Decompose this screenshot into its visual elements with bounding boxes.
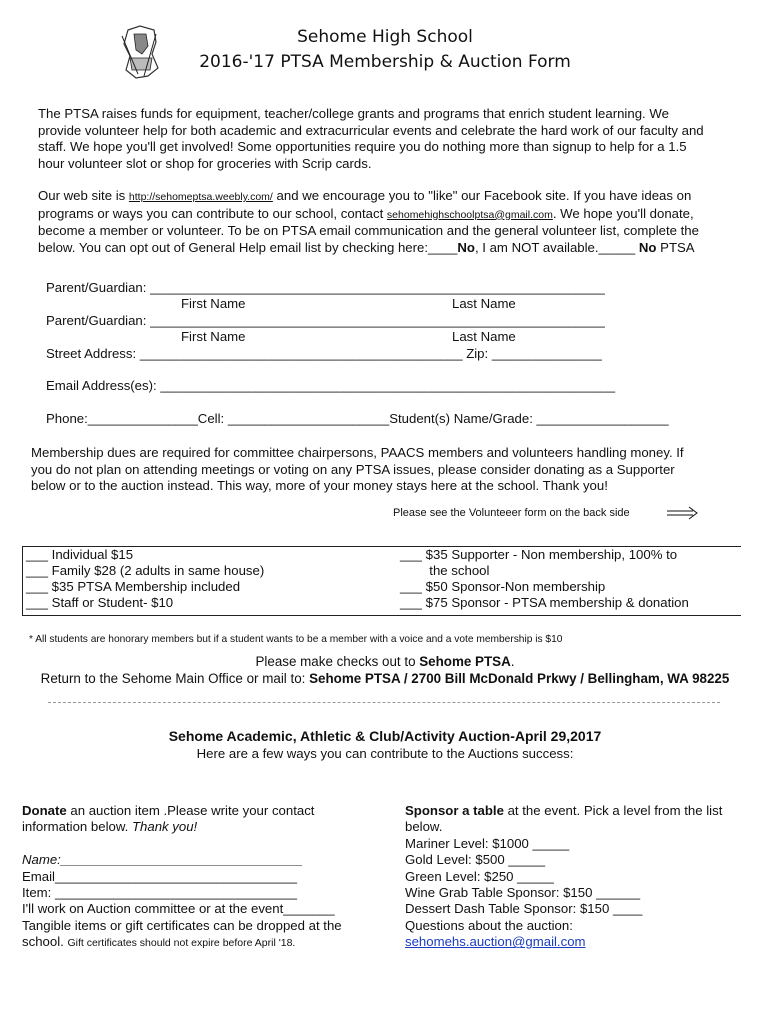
checks-suffix: . [510, 654, 515, 669]
membership-option-family[interactable]: ___ Family $28 (2 adults in same house) [26, 563, 265, 578]
website-paragraph [38, 188, 738, 256]
checks-prefix: Please make checks out to [255, 654, 420, 669]
student-footnote: * All students are honorary members but if a student wants to be a member with a voice and a vote membership is $10 [29, 634, 563, 645]
sponsor-level-wine-grab[interactable]: Wine Grab Table Sponsor: $150 ______ [405, 885, 641, 901]
sponsor-bold: Sponsor a table [405, 803, 504, 818]
see-back-note: Please see the Volunteeer form on the back side [393, 507, 630, 519]
dues-line: Membership dues are required for committee chairpersons, PAACS members and volunteers handling money. If [31, 445, 684, 460]
contact-suffix: . We hope you'll donate, [552, 205, 694, 221]
sponsor-below: below. [405, 819, 443, 835]
school-word: school. [22, 934, 68, 950]
dues-line: below or to the auction instead. This way, more of your money stays here at the school. Thank you! [31, 478, 608, 494]
checks-payee: Sehome PTSA [419, 654, 511, 669]
website-link[interactable]: http://sehomeptsa.weebly.com/ [128, 191, 273, 203]
optout-text-2: , I am NOT available._____ [474, 239, 639, 255]
intro-line: The PTSA raises funds for equipment, teacher/college grants and programs that enrich student learning. We [38, 106, 669, 121]
sponsor-section [405, 803, 722, 951]
last-name-label: Last Name [452, 296, 516, 311]
checks-line [0, 654, 770, 669]
return-address: Sehome PTSA / 2700 Bill McDonald Prkwy / Bellingham, WA 98225 [309, 671, 730, 686]
sponsor-level-mariner[interactable]: Mariner Level: $1000 _____ [405, 835, 570, 851]
donate-name-field[interactable]: Name:_________________________________ [22, 852, 303, 868]
auction-questions: Questions about the auction: [405, 917, 573, 933]
membership-option-individual[interactable]: ___ Individual $15 [26, 547, 134, 562]
email-address-field[interactable]: Email Address(es): ______________________________________________________________ [46, 378, 616, 393]
option-sponsor-50[interactable]: ___ $50 Sponsor-Non membership [400, 579, 606, 594]
auction-subtitle: Here are a few ways you can contribute to the Auctions success: [196, 746, 574, 761]
donate-text: an auction item .Please write your contact [66, 803, 315, 818]
right-arrow-icon [667, 506, 699, 520]
optout-text-3: PTSA [656, 239, 695, 255]
sponsor-level-dessert-dash[interactable]: Dessert Dash Table Sponsor: $150 ____ [405, 901, 643, 917]
option-sponsor-75[interactable]: ___ $75 Sponsor - PTSA membership & donation [400, 595, 689, 610]
parent-guardian-1-field[interactable]: Parent/Guardian: ______________________________________________________________ [46, 280, 605, 295]
membership-option-35[interactable]: ___ $35 PTSA Membership included [26, 579, 241, 594]
membership-option-staff-student[interactable]: ___ Staff or Student- $10 [26, 595, 174, 610]
phone-cell-student-field[interactable]: Phone:_______________Cell: ______________________Student(s) Name/Grade: __________________ [46, 411, 669, 426]
sponsor-text: at the event. Pick a level from the list [503, 803, 723, 818]
option-supporter[interactable]: ___ $35 Supporter - Non membership, 100% to [400, 547, 678, 562]
optout-text: below. You can opt out of General Help email list by checking here:____ [38, 239, 458, 255]
gift-cert-note: Gift certificates should not expire before April '18. [67, 937, 296, 950]
optout-no: No [457, 239, 475, 255]
donate-thanks: Thank you! [131, 819, 198, 835]
donate-bold: Donate [22, 803, 67, 818]
auction-title: Sehome Academic, Athletic & Club/Activity Auction-April 29,2017 [168, 728, 602, 744]
form-title: 2016-'17 PTSA Membership & Auction Form [199, 52, 571, 72]
optout-no-ptsa: No [638, 239, 657, 255]
sponsor-level-green[interactable]: Green Level: $250 _____ [405, 868, 554, 884]
auction-committee-field[interactable]: I'll work on Auction committee or at the event_______ [22, 901, 335, 917]
last-name-label: Last Name [452, 329, 516, 344]
first-name-label: First Name [181, 329, 246, 344]
donate-info: information below. [22, 819, 132, 835]
intro-line: provide volunteer help for both academic and extracurricular events and celebrate the hard work of our faculty and [38, 122, 704, 138]
street-address-field[interactable]: Street Address: ____________________________________________ Zip: _______________ [46, 346, 602, 361]
first-name-label: First Name [181, 296, 246, 311]
donate-email-field[interactable]: Email_________________________________ [22, 868, 298, 884]
parent-guardian-2-field[interactable]: Parent/Guardian: ______________________________________________________________ [46, 313, 605, 328]
return-line [0, 671, 770, 686]
return-prefix: Return to the Sehome Main Office or mail to: [40, 671, 310, 686]
dues-paragraph [31, 445, 731, 495]
contact-prefix: programs or ways you can contribute to our school, contact [38, 205, 387, 221]
tangible-items-note: Tangible items or gift certificates can be dropped at the [22, 917, 342, 933]
sponsor-level-gold[interactable]: Gold Level: $500 _____ [405, 852, 546, 868]
website-prefix: Our web site is [38, 188, 129, 203]
school-name: Sehome High School [297, 27, 473, 47]
donate-section [22, 803, 342, 952]
intro-line: hour volunteer slot or shop for groceries with Scrip cards. [38, 155, 372, 171]
intro-paragraph [38, 106, 738, 172]
ptsa-email-link[interactable]: sehomehighschoolptsa@gmail.com [386, 208, 553, 221]
intro-line: staff. We hope you'll get involved! Some opportunities require you do nothing more than signup to help for a 1.5 [38, 139, 687, 155]
auction-email-link[interactable]: sehomehs.auction@gmail.com [405, 934, 586, 950]
website-after: and we encourage you to "like" our Facebook site. If you have ideas on [272, 188, 692, 203]
website-line3: become a member or volunteer. To be on PTSA email communication and the general volunteer list, complete the [38, 223, 699, 239]
dues-line: you do not plan on attending meetings or voting on any PTSA issues, please consider donating as a Supporter [31, 461, 675, 477]
divider [48, 702, 720, 703]
option-supporter-cont: the school [400, 563, 490, 578]
donate-item-field[interactable]: Item: _________________________________ [22, 885, 298, 901]
